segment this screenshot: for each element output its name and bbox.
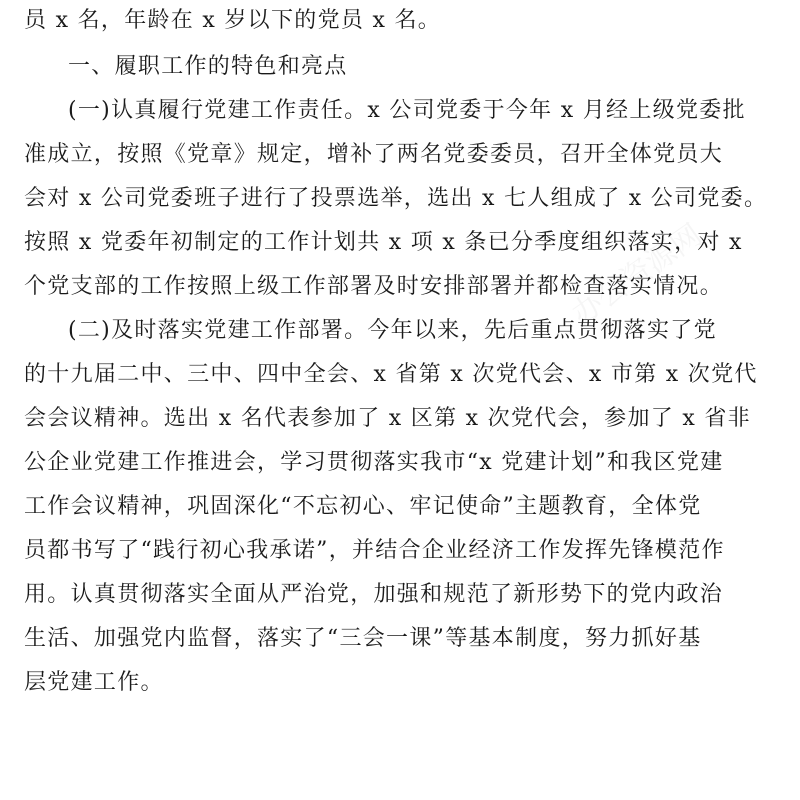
text-line-5: 会对 x 公司党委班子进行了投票选举，选出 x 七人组成了 x 公司党委。: [24, 186, 768, 211]
text-line-8: (二)及时落实党建工作部署。今年以来，先后重点贯彻落实了党: [68, 318, 717, 343]
text-line-4: 准成立，按照《党章》规定，增补了两名党委委员，召开全体党员大: [24, 142, 724, 167]
text-line-16: 层党建工作。: [24, 670, 164, 695]
text-line-10: 会会议精神。选出 x 名代表参加了 x 区第 x 次党代会，参加了 x 省非: [24, 406, 751, 431]
text-line-15: 生活、加强党内监督，落实了“三会一课”等基本制度，努力抓好基: [24, 626, 702, 651]
text-line-13: 员都书写了“践行初心我承诺”，并结合企业经济工作发挥先锋模范作: [24, 538, 725, 563]
text-line-6: 按照 x 党委年初制定的工作计划共 x 项 x 条已分季度组织落实，对 x: [24, 230, 743, 255]
text-line-3: (一)认真履行党建工作责任。x 公司党委于今年 x 月经上级党委批: [68, 98, 746, 123]
text-line-1: 员 x 名，年龄在 x 岁以下的党员 x 名。: [24, 8, 442, 33]
watermark: 办公资源网: [565, 217, 709, 333]
text-line-12: 工作会议精神，巩固深化“不忘初心、牢记使命”主题教育，全体党: [24, 494, 702, 519]
text-line-7: 个党支部的工作按照上级工作部署及时安排部署并都检查落实情况。: [24, 274, 724, 299]
text-line-14: 用。认真贯彻落实全面从严治党，加强和规范了新形势下的党内政治: [24, 582, 724, 607]
text-line-9: 的十九届二中、三中、四中全会、x 省第 x 次党代会、x 市第 x 次党代: [24, 362, 758, 387]
section-heading: 一、履职工作的特色和亮点: [68, 54, 348, 79]
text-line-11: 公企业党建工作推进会，学习贯彻落实我市“x 党建计划”和我区党建: [24, 450, 724, 475]
